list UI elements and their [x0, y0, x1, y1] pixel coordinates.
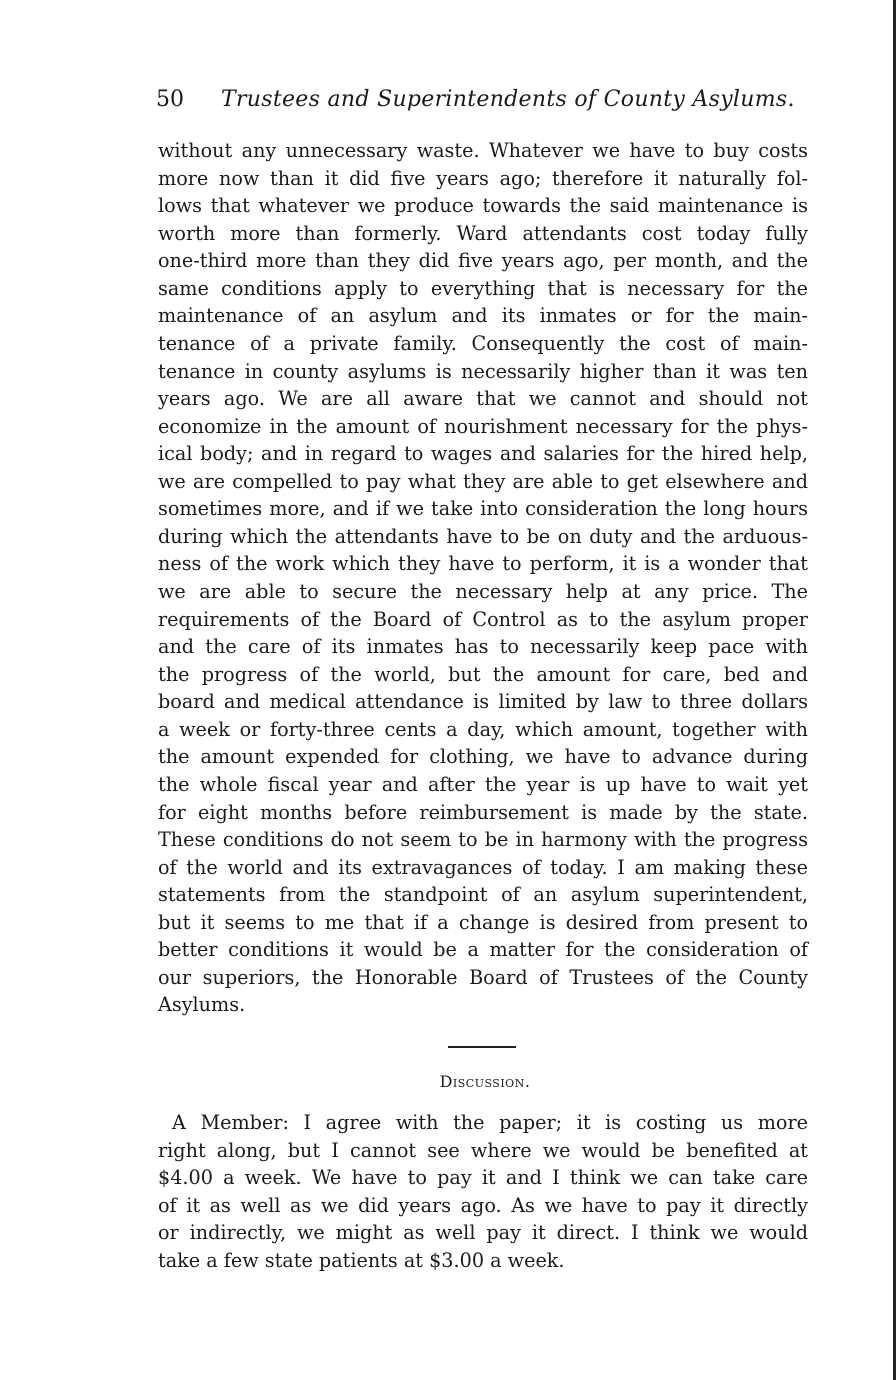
text-line: the whole fiscal year and after the year is up have to wait yet	[158, 772, 808, 796]
text-line: right along, but I cannot see where we would be benefited at	[158, 1138, 808, 1162]
text-line: worth more than formerly. Ward attendants cost today fully	[158, 221, 808, 245]
discussion-text	[158, 1109, 808, 1274]
text-line: years ago. We are all aware that we cannot and should not	[158, 387, 808, 411]
text-line: $4.00 a week. We have to pay it and I think we can take care	[158, 1166, 808, 1190]
text-line: ical body; and in regard to wages and salaries for the hired help,	[158, 442, 808, 466]
text-line: requirements of the Board of Control as to the asylum proper	[158, 607, 808, 631]
text-line: the amount expended for clothing, we have to advance during	[158, 745, 808, 769]
text-line: tenance of a private family. Consequently the cost of main-	[158, 331, 808, 355]
text-line: our superiors, the Honorable Board of Trustees of the County	[158, 965, 808, 989]
text-line: or indirectly, we might as well pay it direct. I think we would	[158, 1221, 808, 1245]
text-line: for eight months before reimbursement is made by the state.	[158, 800, 808, 824]
text-line: These conditions do not seem to be in harmony with the progress	[158, 828, 808, 852]
running-title: Trustees and Superintendents of County Asylums.	[221, 87, 795, 112]
text-line: a week or forty-three cents a day, which amount, together with	[158, 717, 808, 741]
text-line: without any unnecessary waste. Whatever we have to buy costs	[158, 139, 808, 162]
text-line: tenance in county asylums is necessarily higher than it was ten	[158, 359, 808, 383]
text-line: but it seems to me that if a change is desired from present to	[158, 910, 808, 934]
text-line: maintenance of an asylum and its inmates or for the main-	[158, 304, 808, 328]
text-line: ness of the work which they have to perform, it is a wonder that	[158, 552, 808, 576]
discussion-heading: Discussion.	[439, 1072, 531, 1091]
text-line: lows that whatever we produce towards the said maintenance is	[158, 194, 808, 218]
text-line: the progress of the world, but the amount for care, bed and	[158, 662, 808, 686]
text-line: take a few state patients at $3.00 a week.	[158, 1248, 565, 1272]
text-line: of it as well as we did years ago. As we have to pay it directly	[158, 1193, 808, 1217]
text-line: one-third more than they did five years ago, per month, and the	[158, 249, 808, 273]
section-divider	[448, 1046, 516, 1048]
page-header	[156, 83, 795, 117]
text-line: of the world and its extravagances of today. I am making these	[158, 855, 808, 879]
text-line: we are able to secure the necessary help at any price. The	[158, 580, 808, 603]
text-line: we are compelled to pay what they are able to get elsewhere and	[158, 469, 808, 493]
page-number: 50	[156, 87, 184, 112]
text-line: Asylums.	[158, 993, 246, 1017]
text-line: better conditions it would be a matter for the consideration of	[158, 938, 808, 962]
text-line: statements from the standpoint of an asylum superintendent,	[158, 883, 808, 907]
text-line: A Member: I agree with the paper; it is costing us more	[172, 1111, 808, 1134]
text-line: same conditions apply to everything that is necessary for the	[158, 276, 808, 300]
text-line: more now than it did five years ago; therefore it naturally fol-	[158, 166, 808, 190]
text-line: and the care of its inmates has to necessarily keep pace with	[158, 635, 808, 659]
text-line: during which the attendants have to be on duty and the arduous-	[158, 524, 808, 548]
text-line: sometimes more, and if we take into consideration the long hours	[158, 497, 808, 521]
body-text	[158, 137, 808, 1019]
text-line: economize in the amount of nourishment necessary for the phys-	[158, 414, 808, 438]
text-line: board and medical attendance is limited by law to three dollars	[158, 690, 808, 714]
